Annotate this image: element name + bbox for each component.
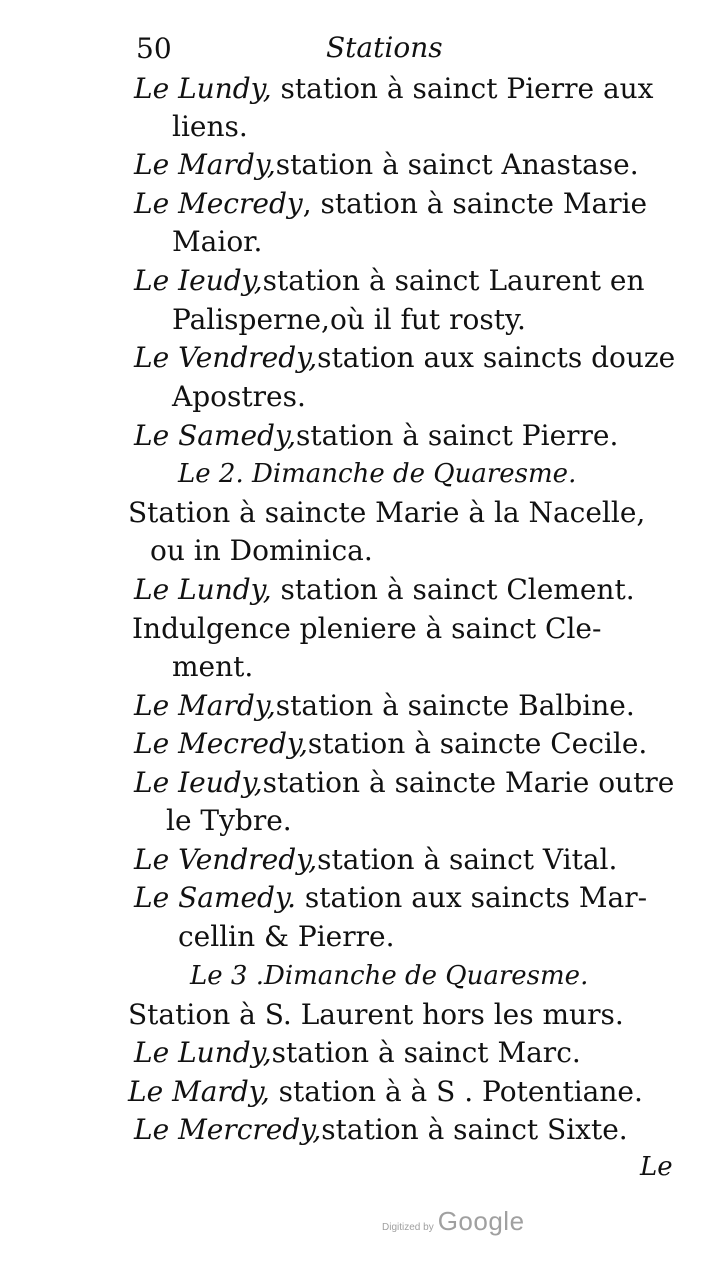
section-heading: Le 2. Dimanche de Quaresme. — [178, 459, 577, 489]
text-line: cellin & Pierre. — [178, 920, 395, 953]
text-line: Maior. — [172, 225, 263, 258]
text-line: Le Ieudy,station à saincte Marie outre — [134, 766, 675, 799]
text-line: Le Mecredy, station à saincte Marie — [134, 187, 648, 220]
text-line: Le Lundy, station à sainct Pierre aux — [134, 72, 654, 105]
text-line: Station à S. Laurent hors les murs. — [128, 998, 624, 1031]
text-line: Le Samedy,station à sainct Pierre. — [134, 419, 619, 452]
text-line: Le Lundy, station à sainct Clement. — [134, 573, 635, 606]
text-line: ou in Dominica. — [150, 534, 373, 567]
running-title: Stations — [326, 31, 443, 64]
catchword: Le — [640, 1152, 673, 1182]
text-line: Indulgence pleniere à sainct Cle- — [132, 612, 602, 645]
section-heading: Le 3 .Dimanche de Quaresme. — [190, 961, 589, 991]
text-line: Le Mardy,station à saincte Balbine. — [134, 689, 635, 722]
text-line: Apostres. — [172, 380, 306, 413]
text-line: Le Vendredy,station à sainct Vital. — [134, 843, 618, 876]
watermark-prefix: Digitized by — [382, 1222, 434, 1233]
text-line: liens. — [172, 110, 248, 143]
text-line: le Tybre. — [166, 804, 292, 837]
text-line: Le Samedy. station aux saincts Mar- — [134, 881, 648, 914]
page-number: 50 — [136, 32, 172, 65]
text-line: Le Mercredy,station à sainct Sixte. — [134, 1113, 628, 1146]
text-line: Le Mardy, station à à S . Potentiane. — [128, 1075, 643, 1108]
digitization-watermark — [382, 1206, 525, 1237]
google-logo: Google — [437, 1206, 525, 1236]
text-line: Le Vendredy,station aux saincts douze — [134, 341, 676, 374]
text-line: Station à saincte Marie à la Nacelle, — [128, 496, 646, 529]
text-line: Le Mecredy,station à saincte Cecile. — [134, 727, 648, 760]
text-line: Palisperne,où il fut rosty. — [172, 303, 526, 336]
text-line: Le Mardy,station à sainct Anastase. — [134, 148, 639, 181]
text-line: Le Ieudy,station à sainct Laurent en — [134, 264, 645, 297]
text-line: ment. — [172, 650, 254, 683]
text-line: Le Lundy,station à sainct Marc. — [134, 1036, 581, 1069]
